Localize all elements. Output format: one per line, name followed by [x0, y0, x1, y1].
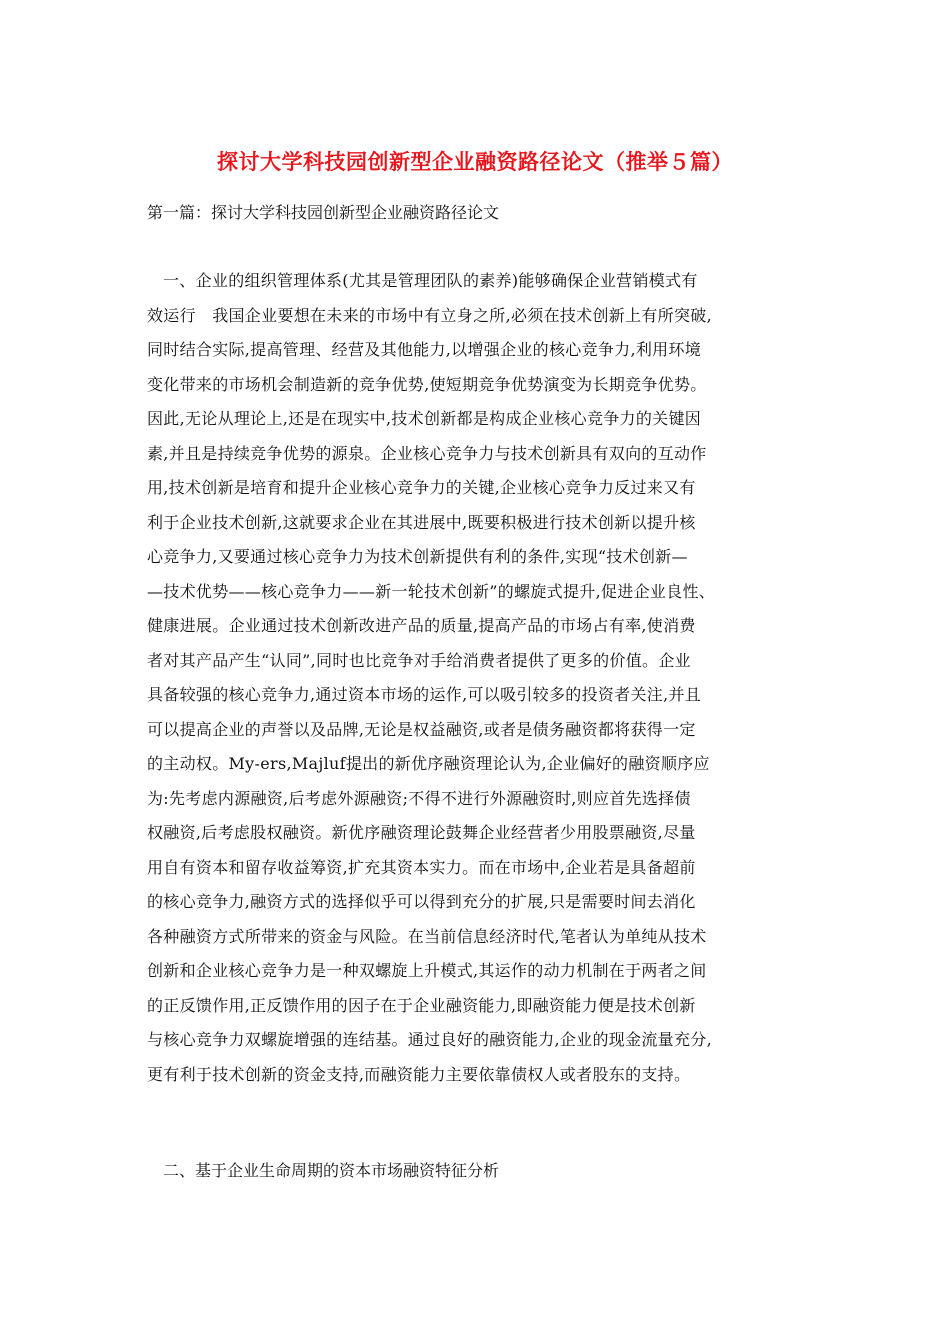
- paragraph-line: —技术优势——核心竞争力——新一轮技术创新”的螺旋式提升,促进企业良性、: [147, 581, 716, 601]
- paragraph-line: 变化带来的市场机会制造新的竞争优势,使短期竞争优势演变为长期竞争优势。: [147, 374, 707, 394]
- paragraph-line: 为:先考虑内源融资,后考虑外源融资;不得不进行外源融资时,则应首先选择债: [147, 788, 691, 808]
- paragraph-line: 的正反馈作用,正反馈作用的因子在于企业融资能力,即融资能力便是技术创新: [147, 995, 696, 1015]
- body-paragraph: [147, 264, 827, 1092]
- paragraph-line: 权融资,后考虑股权融资。新优序融资理论鼓舞企业经营者少用股票融资,尽量: [147, 823, 696, 842]
- section-heading: 二、基于企业生命周期的资本市场融资特征分析: [163, 1161, 500, 1180]
- paragraph-line: 用,技术创新是培育和提升企业核心竞争力的关键,企业核心竞争力反过来又有: [147, 478, 696, 497]
- document-subtitle: 第一篇：探讨大学科技园创新型企业融资路径论文: [147, 203, 500, 222]
- paragraph-line: 更有利于技术创新的资金支持,而融资能力主要依靠债权人或者股东的支持。: [147, 1064, 691, 1084]
- paragraph-line: 用自有资本和留存收益筹资,扩充其资本实力。而在市场中,企业若是具备超前: [147, 857, 696, 877]
- paragraph-line: 心竞争力,又要通过核心竞争力为技术创新提供有利的条件,实现“技术创新—: [147, 547, 688, 566]
- paragraph-line: 利于企业技术创新,这就要求企业在其进展中,既要积极进行技术创新以提升核: [147, 512, 696, 532]
- paragraph-line: 创新和企业核心竞争力是一种双螺旋上升模式,其运作的动力机制在于两者之间: [147, 961, 707, 980]
- paragraph-line: 一、企业的组织管理体系(尤其是管理团队的素养)能够确保企业营销模式有: [163, 271, 698, 290]
- paragraph-line: 的主动权。My-ers,Majluf提出的新优序融资理论认为,企业偏好的融资顺序应: [147, 754, 710, 773]
- paragraph-line: 素,并且是持续竞争优势的源泉。企业核心竞争力与技术创新具有双向的互动作: [147, 443, 707, 463]
- paragraph-line: 可以提高企业的声誉以及品牌,无论是权益融资,或者是债务融资都将获得一定: [147, 719, 696, 739]
- paragraph-line: 健康进展。企业通过技术创新改进产品的质量,提高产品的市场占有率,使消费: [147, 616, 696, 635]
- paragraph-line: 的核心竞争力,融资方式的选择似乎可以得到充分的扩展,只是需要时间去消化: [147, 892, 696, 911]
- paragraph-line: 者对其产品产生“认同”,同时也比竞争对手给消费者提供了更多的价值。企业: [147, 650, 691, 670]
- document-title: 探讨大学科技园创新型企业融资路径论文（推举５篇）: [217, 149, 733, 174]
- paragraph-line: 具备较强的核心竞争力,通过资本市场的运作,可以吸引较多的投资者关注,并且: [147, 685, 702, 704]
- paragraph-line: 与核心竞争力双螺旋增强的连结基。通过良好的融资能力,企业的现金流量充分,: [147, 1030, 712, 1049]
- paragraph-line: 效运行 我国企业要想在未来的市场中有立身之所,必须在技术创新上有所突破,: [147, 305, 712, 325]
- paragraph-line: 同时结合实际,提高管理、经营及其他能力,以增强企业的核心竞争力,利用环境: [147, 340, 702, 359]
- paragraph-line: 各种融资方式所带来的资金与风险。在当前信息经济时代,笔者认为单纯从技术: [147, 926, 707, 946]
- paragraph-line: 因此,无论从理论上,还是在现实中,技术创新都是构成企业核心竞争力的关键因: [147, 409, 702, 428]
